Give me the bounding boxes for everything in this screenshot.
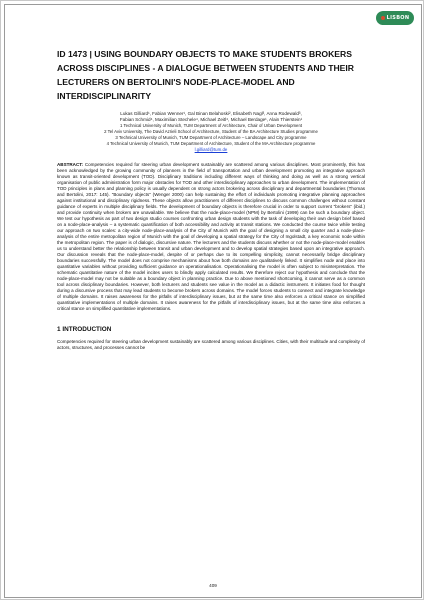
affiliation-line: 2 Tel Aviv University, The David Azrieli School of Architecture, Student of the BA Architecture Studies programme <box>104 129 318 134</box>
logo-badge <box>376 11 414 25</box>
abstract <box>57 162 365 312</box>
conference-logo <box>375 10 415 26</box>
affiliation-line: 1 Technical University of Munich, TUM Department of Architecture, Chair of Urban Development <box>119 123 303 128</box>
affiliation-line: 4 Technical University of Munich, TUM Department of Architecture, Student of the MA Architecture programme <box>106 141 316 146</box>
abstract-label: ABSTRACT: <box>57 162 84 167</box>
contact-email-link[interactable]: l.gilliard@tum.de <box>194 147 228 152</box>
author-line: Lukas Gilliard¹, Fabian Wenner¹, Gal Binan Belahoski², Elisabeth Nagl³, Anna Rodewald³, <box>120 111 302 116</box>
author-list <box>57 111 365 123</box>
abstract-text: Competencies required for steering urban development sustainably are scattered among various disciplines. Most prominently, this has been acknowledged by the growing community of planners in the field of transportation and urban development promoting an integrative approach known as transit-oriented development (TOD). Disciplinary traditions including different ways of thinking and doing as well as a strong vertical organisation of public administration form major obstacles for TOD and other interdisciplinary approaches to urban development. The implementation of TOD principles in plans and planning policy is usually dependent on strong actors brokering across disciplinary and departmental boundaries (Thomas and Bertolini, 2017: 145). "Boundary objects" (Wenger 2000) can help sustaining the effort of individuals promoting integrative planning approaches against institutional and disciplinary rigidness. These objects allow practitioners of different disciplines to discuss common challenges without constant guidance of experts in multiple disciplinary fields. The development of boundary objects is therefore crucial in order to support current "brokers" (ibid.) and provide continuity when brokers are unavailable. We believe that the node-place-model (NPM) by Bertolini (1999) can be such a boundary object. We test our hypothesis as part of two design studio courses confronting urban design students with the task of developing their own design brief based on a node-place-analysis – a systematic quantification of both accessibility and activity at transit stations. We conducted the course twice while testing our approach on two scales: a city-wide node-place-analysis of the City of Munich with the goal of designing a small city quarter and a node-place-analysis of the entire metropolitan region of Munich with the goal of developing a spatial strategy for the City of Ingolstadt, a key economic node within the metropolitan region. The paper is of dialogic, discursive nature. The lecturers and the students discuss whether or not the node-place-model enables us to understand better the relationship between transit and urban development and to develop spatial strategies based upon an integrative approach. Our discussion reveals that the node-place-model, despite of or perhaps due to its compelling simplicity, cannot necessarily bridge disciplinary boundaries successfully. The model does not comprise mechanisms about how both domains are qualitatively linked. It simplifies node and place into quantitative variables without providing sufficient guidance on operationalisation. Operationalising the model is often subject to misinterpretation. The schematic quantitative nature of the model incites users to blindly apply calculated results. We therefore reject our hypothesis and conclude that the node-place-model may not be suitable as a boundary object in planning practice. Due to above mentioned shortcoming, it cannot serve as a common tool across disciplinary boundaries. However, both lecturers and students see value in the model as a didactic instrument. It initiates food for thought during a discursive process that may lead students to become brokers across domains. The model forces students to connect and integrate knowledge of multiple domains. It raises awareness for the pitfalls of interdisciplinary issues, but at the same time also enforces a critical stance on simplified quantitative implementations of multiple domains. It raises awareness for the pitfalls of interdisciplinary issues, but at the same time also enforces a critical stance on simplified quantitative implementations. <box>57 162 366 311</box>
page-number: 409 <box>209 583 217 588</box>
logo-text: LISBON <box>386 15 410 21</box>
author-line: Fabian Schmid⁴, Maximilian Stechele⁴, Michael Zeitl⁴, Michael Berdage¹, Alain Thierstein¹ <box>119 117 303 122</box>
logo-dot-icon <box>381 16 385 20</box>
document-page <box>4 4 422 598</box>
affiliation-list <box>57 123 365 147</box>
paper-content <box>57 47 365 356</box>
section-heading-introduction: 1 INTRODUCTION <box>57 326 112 333</box>
introduction-text: Competencies required for steering urban development sustainably are scattered among various disciplines. Cities, with their multitude and complexity of actors, structures, and processes cannot be <box>57 339 365 350</box>
affiliation-line: 3 Technical University of Munich, TUM Department of Architecture – Landscape and City programme <box>115 135 307 140</box>
paper-title: ID 1473 | USING BOUNDARY OBJECTS TO MAKE STUDENTS BROKERS ACROSS DISCIPLINES - A DIALOGUE BETWEEN STUDENTS AND THEIR LECTURERS ON BERTOLINI'S NODE-PLACE-MODEL AND INTERDISCIPLINARITY <box>57 49 354 101</box>
